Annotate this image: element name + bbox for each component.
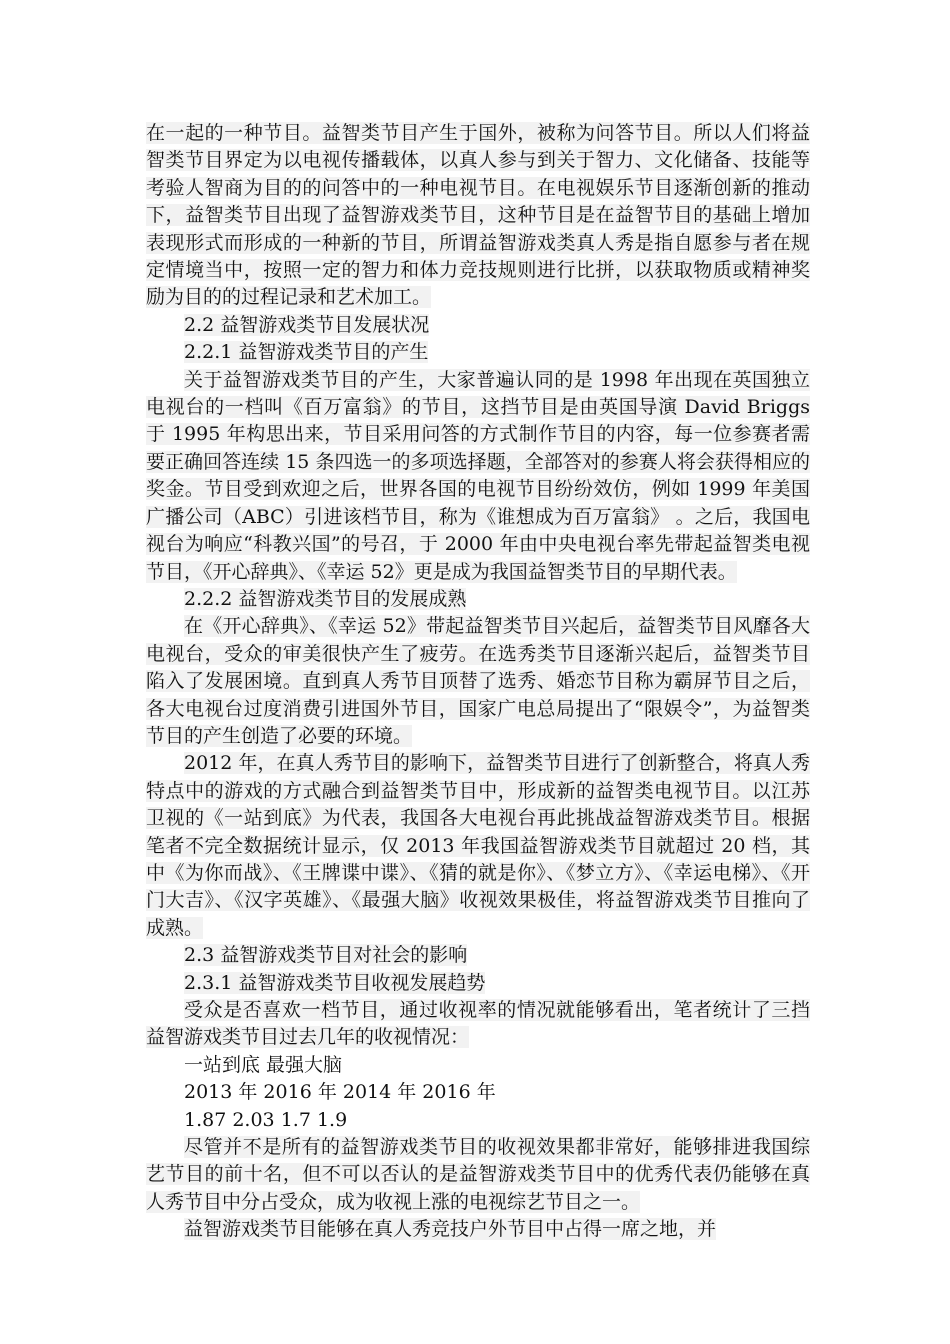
table-line: 2013 年 2016 年 2014 年 2016 年 xyxy=(184,1081,496,1104)
document-page xyxy=(146,120,810,1244)
section-heading: 2.2 益智游戏类节目发展状况 xyxy=(184,313,430,336)
paragraph: 关于益智游戏类节目的产生，大家普遍认同的是 1998 年出现在英国独立电视台的一档叫《百万富翁》的节目，这挡节目是由英国导演 David Briggs 于 1995 年构思出来，节目采用问答的方式制作节目的内容，每一位参赛者需要正确回答连续 15 条四选一的多项选择题，全部答对的参赛人将会获得相应的奖金。节目受到欢迎之后，世界各国的电视节目纷纷效仿，例如 1999 年美国广播公司（ABC）引进该档节目，称为《谁想成为百万富翁》 。之后，我国电视台为响应“科教兴国”的号召，于 2000 年由中央电视台率先带起益智类电视节目，《开心辞典》、《幸运 52》更是成为我国益智类节目的早期代表。 xyxy=(146,368,810,583)
paragraph: 在一起的一种节目。益智类节目产生于国外，被称为问答节目。所以人们将益智类节目界定为以电视传播载体，以真人参与到关于智力、文化储备、技能等考验人智商为目的的问答中的一种电视节目。在电视娱乐节目逐渐创新的推动下，益智类节目出现了益智游戏类节目，这种节目是在益智节目的基础上增加表现形式而形成的一种新的节目，所谓益智游戏类真人秀是指自愿参与者在规定情境当中，按照一定的智力和体力竞技规则进行比拼，以获取物质或精神奖励为目的的过程记录和艺术加工。 xyxy=(146,122,810,309)
section-heading: 2.3 益智游戏类节目对社会的影响 xyxy=(184,944,468,967)
subsection-heading: 2.2.2 益智游戏类节目的发展成熟 xyxy=(184,587,467,610)
paragraph: 益智游戏类节目能够在真人秀竞技户外节目中占得一席之地，并 xyxy=(184,1218,717,1241)
paragraph: 在《开心辞典》、《幸运 52》带起益智类节目兴起后，益智类节目风靡各大电视台，受众的审美很快产生了疲劳。在选秀类节目逐渐兴起后，益智类节目陷入了发展困境。直到真人秀节目顶替了选秀、婚恋节目称为霸屏节目之后，各大电视台过度消费引进国外节目，国家广电总局提出了“限娱令”，为益智类节目的产生创造了必要的环境。 xyxy=(146,615,810,747)
paragraph: 受众是否喜欢一档节目，通过收视率的情况就能够看出，笔者统计了三挡益智游戏类节目过去几年的收视情况： xyxy=(146,999,810,1049)
table-line: 一站到底 最强大脑 xyxy=(184,1053,343,1076)
paragraph: 2012 年，在真人秀节目的影响下，益智类节目进行了创新整合，将真人秀特点中的游戏的方式融合到益智类节目中，形成新的益智类电视节目。以江苏卫视的《一站到底》为代表，我国各大电视台再此挑战益智游戏类节目。根据笔者不完全数据统计显示，仅 2013 年我国益智游戏类节目就超过 20 档，其中《为你而战》、《王牌谍中谍》、《猜的就是你》、《梦立方》、《幸运电梯》、《开门大吉》、《汉字英雄》、《最强大脑》收视效果极佳，将益智游戏类节目推向了成熟。 xyxy=(146,752,810,939)
subsection-heading: 2.2.1 益智游戏类节目的产生 xyxy=(184,341,429,364)
paragraph: 尽管并不是所有的益智游戏类节目的收视效果都非常好，能够排进我国综艺节目的前十名，但不可以否认的是益智游戏类节目中的优秀代表仍能够在真人秀节目中分占受众，成为收视上涨的电视综艺节目之一。 xyxy=(146,1136,810,1213)
table-line: 1.87 2.03 1.7 1.9 xyxy=(184,1108,348,1131)
subsection-heading: 2.3.1 益智游戏类节目收视发展趋势 xyxy=(184,971,486,994)
